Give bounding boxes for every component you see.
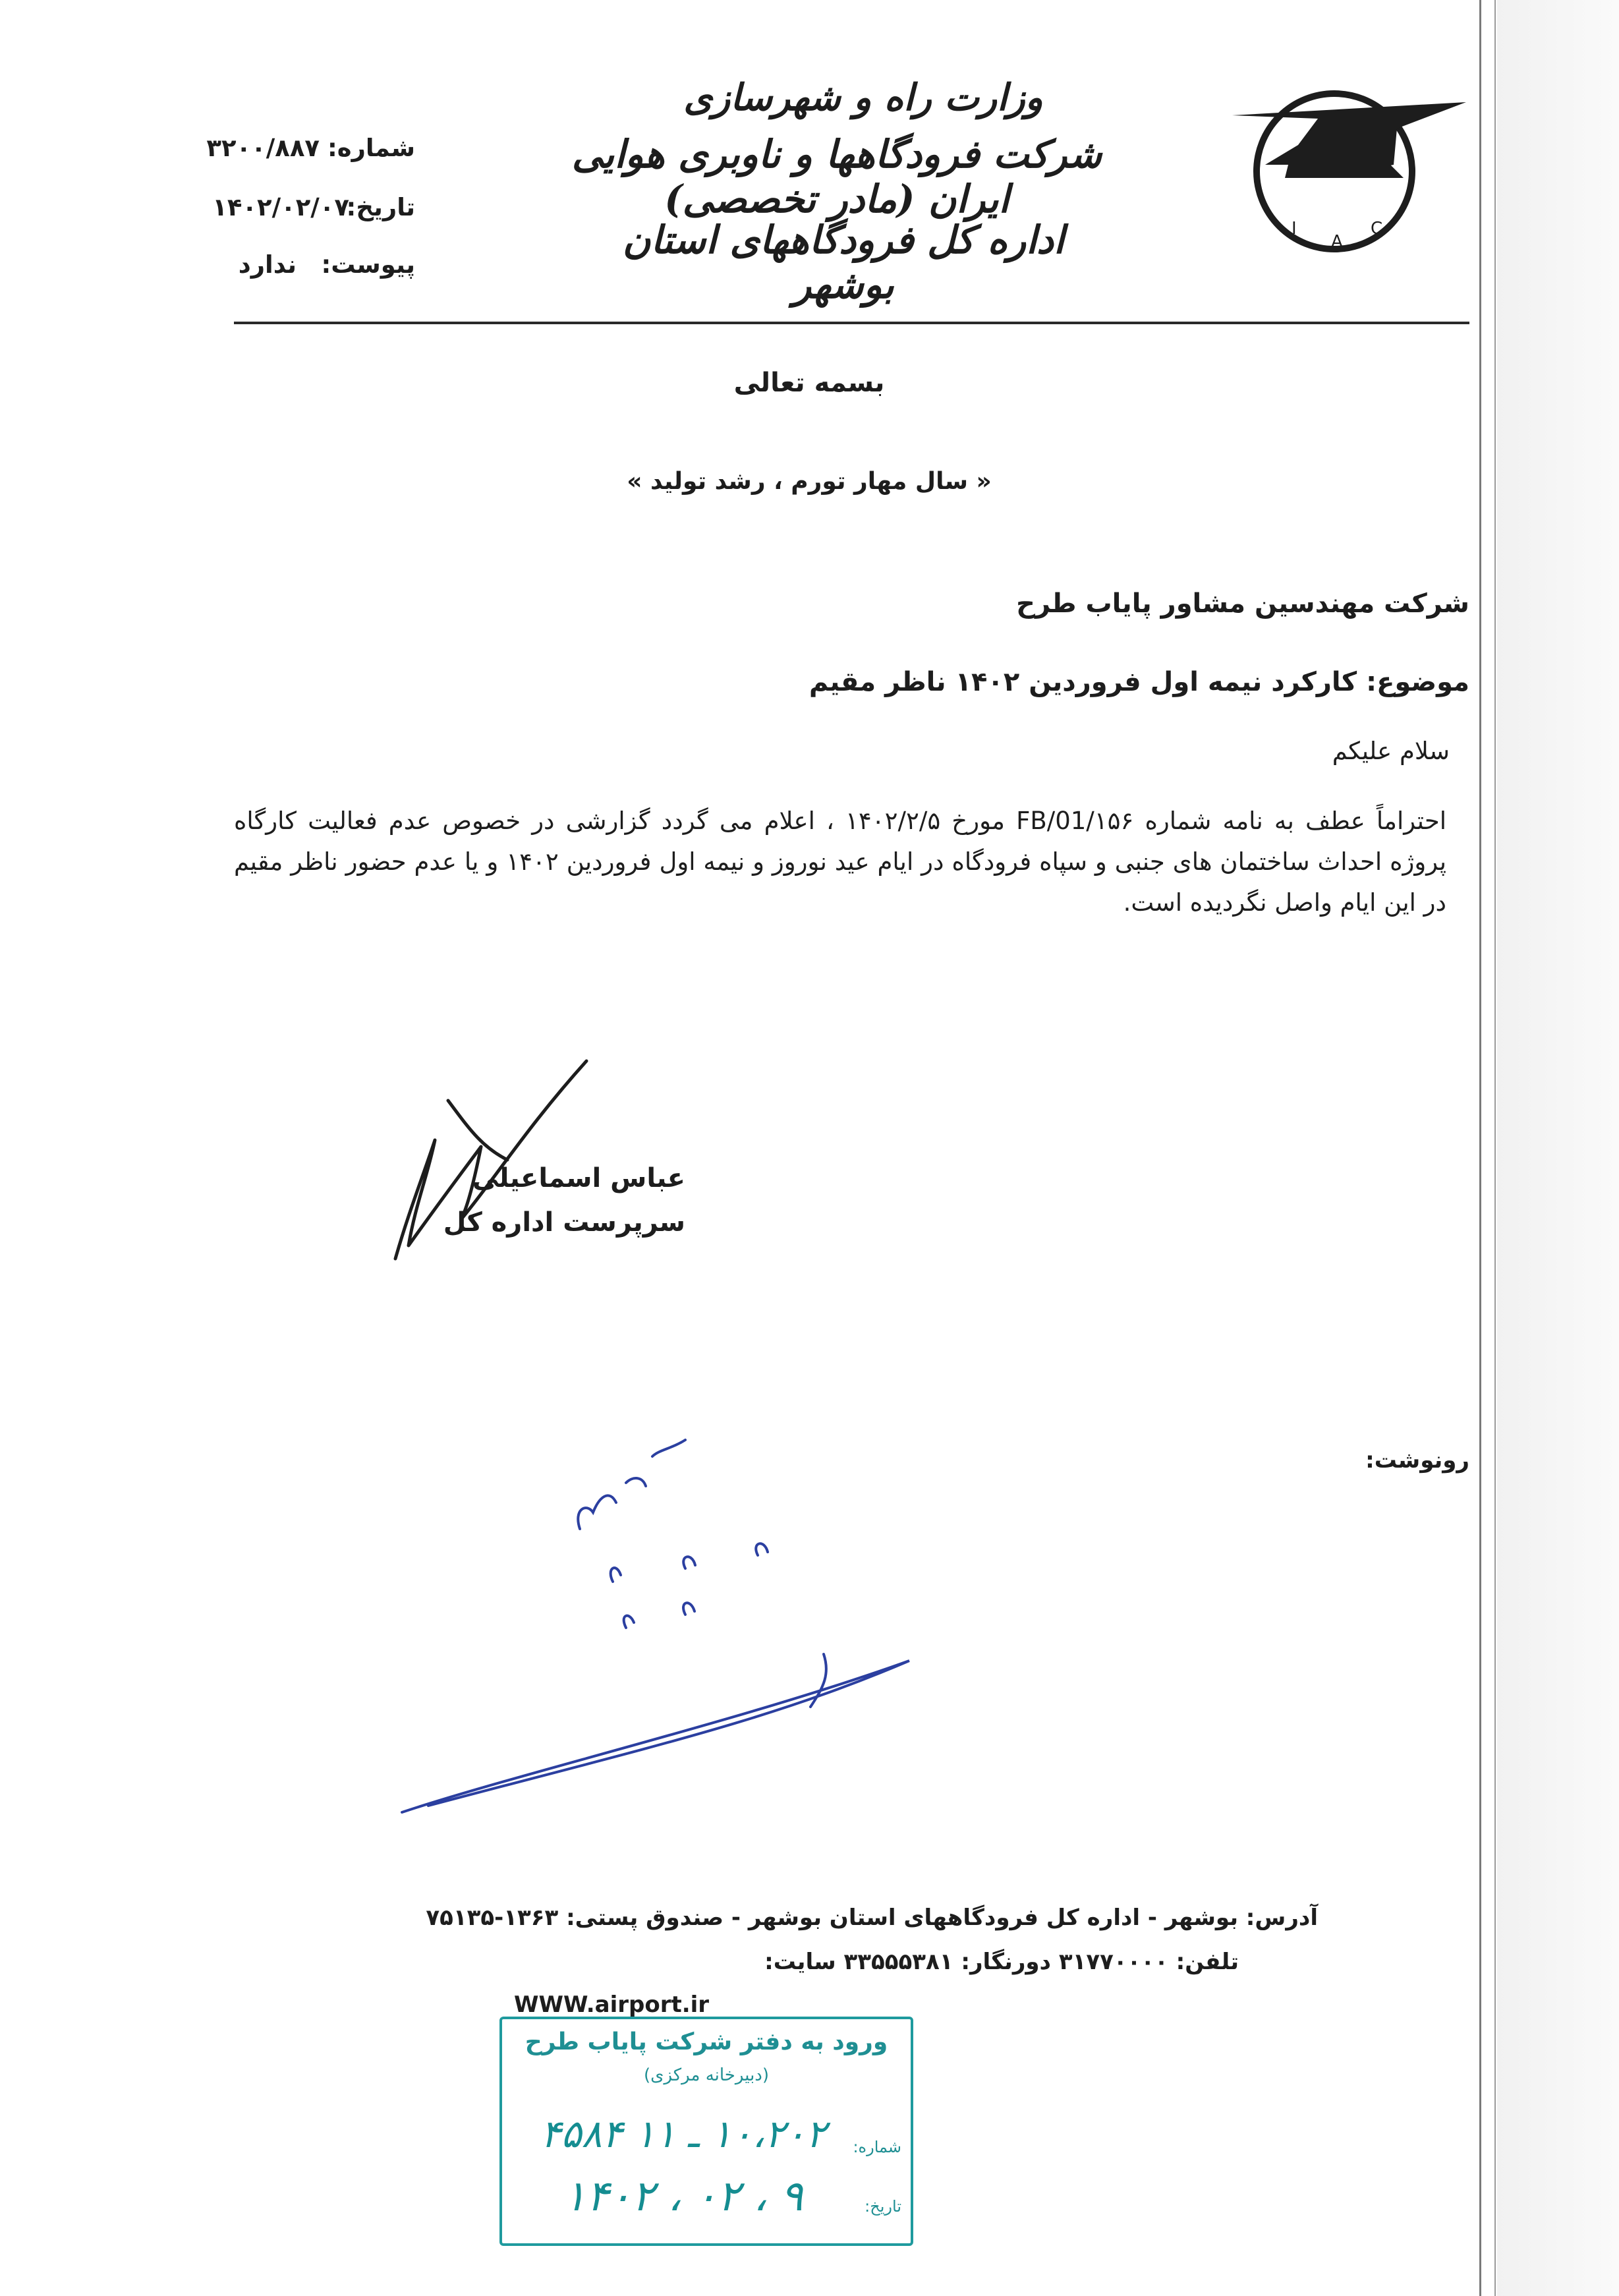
airports-company-logo <box>1226 66 1469 264</box>
attachment-value: ندارد <box>238 250 297 279</box>
subject-line: موضوع: کارکرد نیمه اول فروردین ۱۴۰۲ ناظر مقیم <box>809 667 1469 697</box>
stamp-date-value: ۱۴۰۲ ، ۰۲ ، ۹ <box>563 2172 803 2221</box>
letter-date-label: تاریخ: <box>346 193 415 221</box>
letter-date-value: ۱۴۰۲/۰۲/۰۷ <box>212 193 349 221</box>
svg-text:C: C <box>1371 219 1383 239</box>
recipient: شرکت مهندسین مشاور پایاب طرح <box>1016 588 1469 619</box>
stamp-number-label: شماره: <box>853 2138 901 2156</box>
letter-body: احتراماً عطف به نامه شماره FB/01/۱۵۶ مورخ ۱۴۰۲/۲/۵ ، اعلام می گردد گزارشی در خصوص عدم فعالیت کارگاه پروژه احداث ساختمان های جنبی و سپاه فرودگاه در ایام عید نوروز و نیمه اول فروردین ۱۴۰۲ و یا عدم حضور ناظر مقیم در این ایام واصل نگردیده است. <box>234 807 1446 917</box>
svg-text:A: A <box>1331 232 1343 252</box>
office-title: اداره کل فرودگاههای استان بوشهر <box>622 217 1065 307</box>
scan-edge-line <box>1479 0 1481 2296</box>
attachment-label: پیوست: <box>321 250 415 279</box>
stamp-title: ورود به دفتر شرکت پایاب طرح <box>525 2028 888 2055</box>
year-motto: « سال مهار تورم ، رشد تولید » <box>627 468 992 495</box>
signer-title: سرپرست اداره کل <box>443 1207 685 1238</box>
scan-edge-shade <box>1497 0 1619 2296</box>
letter-number-value: ۳۲۰۰/۸۸۷ <box>206 134 320 162</box>
footer-website: WWW.airport.ir <box>514 1992 710 2018</box>
letter-number-label: شماره: <box>327 134 415 162</box>
receipt-stamp <box>499 2017 913 2246</box>
scan-edge-line <box>1494 0 1496 2296</box>
cc-label: رونوشت: <box>1365 1447 1469 1474</box>
header-divider <box>234 322 1469 324</box>
greeting: سلام علیکم <box>1332 737 1450 765</box>
stamp-subtitle: (دبیرخانه مرکزی) <box>643 2065 770 2085</box>
stamp-date-label: تاریخ: <box>865 2197 901 2216</box>
footer-address: آدرس: بوشهر - اداره کل فرودگاههای استان بوشهر - صندوق پستی: ۱۳۶۳-۷۵۱۳۵ <box>426 1905 1318 1931</box>
ministry-title: وزارت راه و شهرسازی <box>683 76 1043 119</box>
handwritten-notes <box>376 1377 942 1839</box>
bismillah-heading: بسمه تعالی <box>733 368 885 398</box>
svg-text:I: I <box>1292 219 1297 239</box>
company-title: شرکت فرودگاهها و ناوبری هوایی ایران (مادر تخصصی) <box>571 132 1102 221</box>
signer-name: عباس اسماعیلی <box>472 1163 685 1193</box>
stamp-number-value: ۱۰،۲۰۲ ـ ۱۱ ۴۵۸۴ <box>540 2111 826 2156</box>
footer-contact: تلفن: ۳۱۷۷۰۰۰۰ دورنگار: ۳۳۵۵۵۳۸۱ سایت: <box>764 1949 1239 1975</box>
